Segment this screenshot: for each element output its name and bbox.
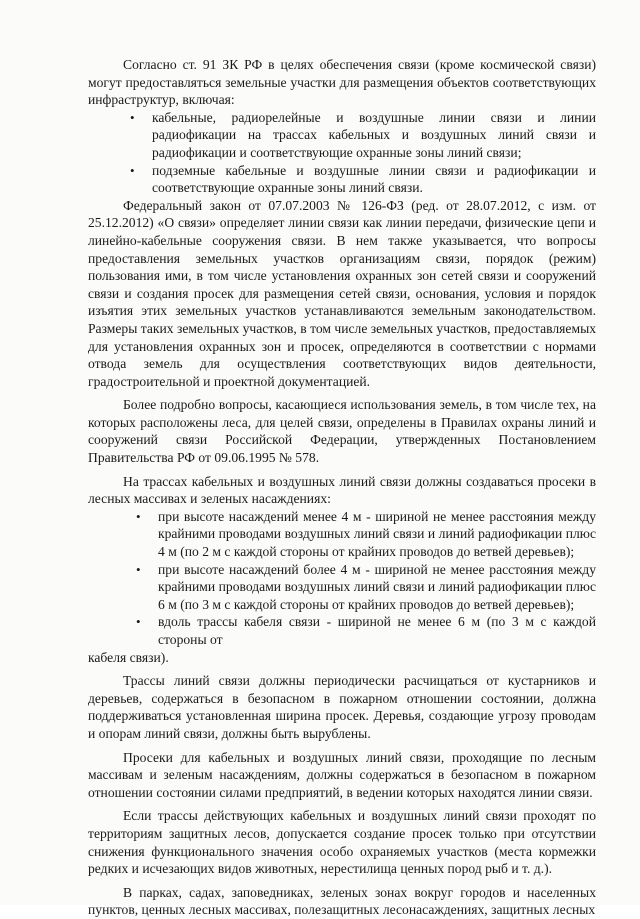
bullet-list-clearings [88,508,596,649]
list-item: • при высоте насаждений более 4 м - шириной не менее расстояния между крайними проводами воздушных линий связи и линий радиофикации плюс 6 м (по 3 м с каждой стороны от крайних проводов до ветвей деревьев); [158,561,596,614]
paragraph-clearings: На трассах кабельных и воздушных линий связи должны создаваться просеки в лесных массивах и зеленых насаждениях: [88,473,596,507]
paragraph-parks: В парках, садах, заповедниках, зеленых зонах вокруг городов и населенных пунктов, ценных лесных массивах, полезащитных лесонасаждениях, защитных лесных [88,884,596,918]
paragraph-zk-article-91: Согласно ст. 91 ЗК РФ в целях обеспечения связи (кроме космической связи) могут предоставляться земельные участки для размещения объектов соответствующих инфраструктур, включая: [88,57,596,108]
paragraph-federal-law: Федеральный закон от 07.07.2003 № 126-ФЗ (ред. от 28.07.2012, с изм. от 25.12.2012) «О связи» определяет линии связи как линии передачи, физические цепи и линейно-кабельные сооружения связи. В нем также указывается, что вопросы предоставления земельных участков организациям связи, порядок (режим) пользования ими, в том числе установления охранных зон сетей связи и сооружений связи и создания просек для размещения сетей связи, основания, условия и порядок изъятия этих земельных участков устанавливаются земельным законодательством. Размеры таких земельных участков, в том числе земельных участков, предоставляемых для установления охранных зон и просек, определяются в соответствии с нормами отвода земель для осуществления соответствующих видов деятельности, градостроительной и проектной документацией. [88,197,596,389]
bullet-list-zk [88,109,596,197]
list-item: • при высоте насаждений менее 4 м - шириной не менее расстояния между крайними проводами воздушных линий связи и линий радиофикации плюс 4 м (по 2 м с каждой стороны от крайних проводов до ветвей деревьев); [158,508,596,561]
paragraph-protective-forests: Если трассы действующих кабельных и воздушных линий связи проходят по территориям защитных лесов, допускается создание просек только при отсутствии снижения функционального значения особо охраняемых участков (места кормежки редких и исчезающих видов животных, нерестилища ценных пород рыб и т. д.). [88,808,596,877]
document-body [88,56,596,919]
paragraph-continuation: кабеля связи). [88,649,169,665]
paragraph-fire-safety: Просеки для кабельных и воздушных линий связи, проходящие по лесным массивам и зеленым насаждениям, должны содержаться в безопасном в пожарном отношении состоянии силами предприятий, в ведении которых находятся линии связи. [88,749,596,800]
list-item: • подземные кабельные и воздушные линии связи и радиофикации и соответствующие охранные зоны линий связи. [152,162,596,197]
list-item: • вдоль трассы кабеля связи - шириной не менее 6 м (по 3 м с каждой стороны от [158,613,596,648]
list-item: • кабельные, радиорелейные и воздушные линии связи и линии радиофикации на трассах кабельных и воздушных линий связи и радиофикации и соответствующие охранные зоны линий связи; [152,109,596,162]
paragraph-maintenance: Трассы линий связи должны периодически расчищаться от кустарников и деревьев, содержаться в безопасном в пожарном отношении состоянии, должна поддерживаться установленная ширина просек. Деревья, создающие угрозу проводам и опорам линий связи, должны быть вырублены. [88,673,596,741]
paragraph-protection-rules: Более подробно вопросы, касающиеся использования земель, в том числе тех, на которых расположены леса, для целей связи, определены в Правилах охраны линий и сооружений связи Российской Федерации, утвержденных Постановлением Правительства РФ от 09.06.1995 № 578. [88,397,596,466]
